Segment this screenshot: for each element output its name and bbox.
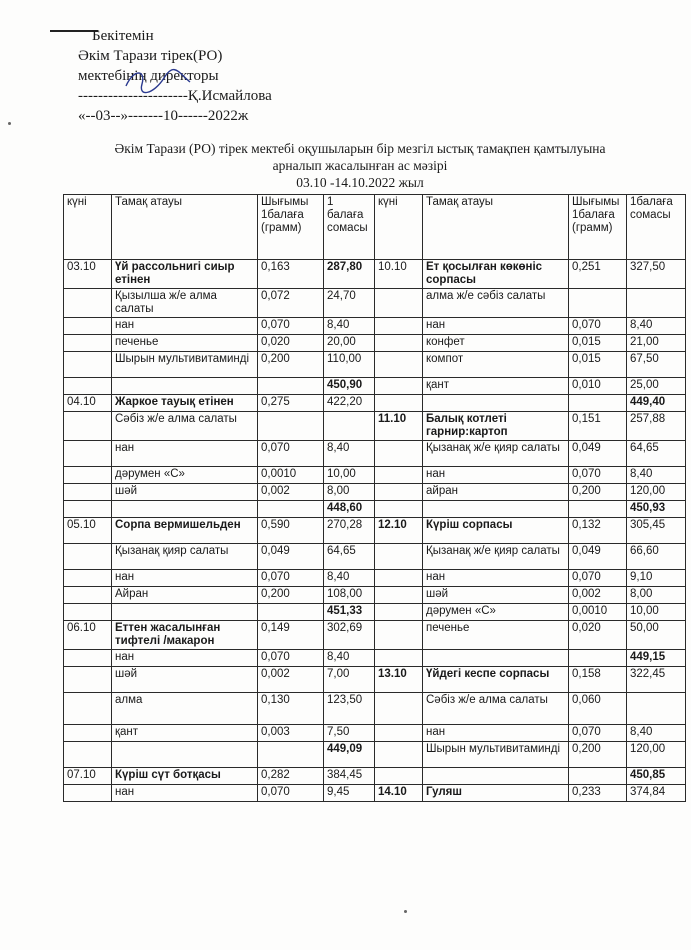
table-cell: 302,69 xyxy=(324,621,375,650)
table-row xyxy=(64,725,686,742)
table-cell xyxy=(375,395,423,412)
table-row xyxy=(64,518,686,544)
table-cell: 0,275 xyxy=(258,395,324,412)
table-cell xyxy=(375,570,423,587)
table-cell: Қызанақ қияр салаты xyxy=(112,544,258,570)
table-cell xyxy=(375,467,423,484)
table-cell xyxy=(569,289,627,318)
table-cell: 0,158 xyxy=(569,667,627,693)
table-cell: Сәбіз ж/е алма салаты xyxy=(423,693,569,725)
table-cell: 305,45 xyxy=(627,518,686,544)
table-cell: дәрумен «С» xyxy=(112,467,258,484)
table-row xyxy=(64,318,686,335)
table-cell xyxy=(423,501,569,518)
table-row xyxy=(64,289,686,318)
table-cell xyxy=(375,441,423,467)
table-row xyxy=(64,587,686,604)
table-cell: 0,049 xyxy=(569,544,627,570)
table-cell: 0,015 xyxy=(569,352,627,378)
table-row xyxy=(64,467,686,484)
approval-line-3: ----------------------Қ.Исмайлова xyxy=(78,88,272,104)
table-cell: нан xyxy=(112,785,258,802)
table-cell xyxy=(64,604,112,621)
table-cell: Күріш сүт ботқасы xyxy=(112,768,258,785)
table-row xyxy=(64,621,686,650)
table-row xyxy=(64,667,686,693)
table-cell: 8,40 xyxy=(324,318,375,335)
table-cell: дәрумен «С» xyxy=(423,604,569,621)
table-cell: Гуляш xyxy=(423,785,569,802)
table-cell: 0,049 xyxy=(258,544,324,570)
table-cell: компот xyxy=(423,352,569,378)
table-cell: 10,00 xyxy=(627,604,686,621)
table-cell: 12.10 xyxy=(375,518,423,544)
table-cell: нан xyxy=(112,570,258,587)
table-cell xyxy=(375,587,423,604)
table-cell xyxy=(375,544,423,570)
table-cell xyxy=(64,742,112,768)
table-cell xyxy=(64,785,112,802)
table-cell: 0,072 xyxy=(258,289,324,318)
table-row xyxy=(64,693,686,725)
title-line-3: 03.10 -14.10.2022 жыл xyxy=(296,175,424,190)
table-row xyxy=(64,570,686,587)
table-cell: 0,163 xyxy=(258,260,324,289)
table-cell: 0,060 xyxy=(569,693,627,725)
title-line-2: арналып жасалынған ас мәзірі xyxy=(272,158,448,173)
table-row xyxy=(64,441,686,467)
table-cell: 0,070 xyxy=(258,650,324,667)
table-cell: 0,070 xyxy=(569,467,627,484)
table-cell: 449,15 xyxy=(627,650,686,667)
table-row xyxy=(64,260,686,289)
table-cell: 67,50 xyxy=(627,352,686,378)
table-cell xyxy=(64,501,112,518)
table-cell: айран xyxy=(423,484,569,501)
table-cell xyxy=(64,484,112,501)
table-cell: Сорпа вермишельден xyxy=(112,518,258,544)
table-cell xyxy=(64,412,112,441)
table-cell: 0,200 xyxy=(569,484,627,501)
table-cell: нан xyxy=(112,650,258,667)
table-cell xyxy=(258,501,324,518)
table-cell xyxy=(375,501,423,518)
table-cell xyxy=(375,768,423,785)
header-cell: 1балаға сомасы xyxy=(627,195,686,260)
table-cell: 450,93 xyxy=(627,501,686,518)
table-cell: 0,070 xyxy=(258,318,324,335)
table-cell: Күріш сорпасы xyxy=(423,518,569,544)
table-cell xyxy=(375,289,423,318)
table-cell xyxy=(64,650,112,667)
table-cell: Балық котлеті гарнир:картоп xyxy=(423,412,569,441)
table-cell: 8,40 xyxy=(627,725,686,742)
table-cell: 0,070 xyxy=(569,570,627,587)
table-cell: алма ж/е сәбіз салаты xyxy=(423,289,569,318)
table-cell: 0,015 xyxy=(569,335,627,352)
table-cell xyxy=(112,604,258,621)
table-cell xyxy=(375,484,423,501)
table-cell xyxy=(569,650,627,667)
table-cell: нан xyxy=(112,318,258,335)
table-cell: 7,00 xyxy=(324,667,375,693)
table-cell: 374,84 xyxy=(627,785,686,802)
table-cell: 108,00 xyxy=(324,587,375,604)
table-body xyxy=(64,260,686,802)
table-cell: 20,00 xyxy=(324,335,375,352)
table-cell xyxy=(324,412,375,441)
table-cell: Шырын мультивитаминді xyxy=(423,742,569,768)
table-cell xyxy=(375,378,423,395)
table-cell: нан xyxy=(423,725,569,742)
table-cell: Шырын мультивитаминді xyxy=(112,352,258,378)
table-cell xyxy=(258,378,324,395)
table-cell: 0,002 xyxy=(258,484,324,501)
table-cell: 0,070 xyxy=(569,318,627,335)
table-cell: Үйдегі кеспе сорпасы xyxy=(423,667,569,693)
table-row xyxy=(64,501,686,518)
table-cell xyxy=(423,768,569,785)
table-row xyxy=(64,742,686,768)
table-cell: 448,60 xyxy=(324,501,375,518)
table-cell xyxy=(64,352,112,378)
table-row xyxy=(64,412,686,441)
table-cell: 451,33 xyxy=(324,604,375,621)
table-cell: 0,0010 xyxy=(569,604,627,621)
table-cell: 24,70 xyxy=(324,289,375,318)
table-cell xyxy=(64,587,112,604)
table-cell: 422,20 xyxy=(324,395,375,412)
table-cell: 64,65 xyxy=(324,544,375,570)
table-cell: 0,070 xyxy=(569,725,627,742)
table-cell xyxy=(423,395,569,412)
table-cell: 0,020 xyxy=(569,621,627,650)
table-cell: печенье xyxy=(423,621,569,650)
table-cell: 50,00 xyxy=(627,621,686,650)
table-cell: 327,50 xyxy=(627,260,686,289)
table-cell: 66,60 xyxy=(627,544,686,570)
table-cell xyxy=(64,378,112,395)
table-cell: 0,590 xyxy=(258,518,324,544)
table-cell: 0,200 xyxy=(569,742,627,768)
table-cell: нан xyxy=(423,467,569,484)
table-cell xyxy=(258,742,324,768)
table-cell: 14.10 xyxy=(375,785,423,802)
table-cell: 270,28 xyxy=(324,518,375,544)
table-cell: 0,132 xyxy=(569,518,627,544)
table-cell: 21,00 xyxy=(627,335,686,352)
table-cell xyxy=(258,412,324,441)
table-cell: 8,40 xyxy=(324,441,375,467)
table-cell xyxy=(375,693,423,725)
header-cell: 1 балаға сомасы xyxy=(324,195,375,260)
table-cell: нан xyxy=(423,570,569,587)
table-cell: 0,282 xyxy=(258,768,324,785)
table-cell: 0,149 xyxy=(258,621,324,650)
table-cell: 0,151 xyxy=(569,412,627,441)
table-cell xyxy=(112,742,258,768)
table-cell xyxy=(375,335,423,352)
table-cell: Айран xyxy=(112,587,258,604)
table-cell: 8,00 xyxy=(324,484,375,501)
table-row xyxy=(64,768,686,785)
table-cell: нан xyxy=(423,318,569,335)
table-cell: 0,200 xyxy=(258,587,324,604)
table-cell: Ет қосылған көкөніс сорпасы xyxy=(423,260,569,289)
table-cell: Қызанақ ж/е қияр салаты xyxy=(423,441,569,467)
table-cell: 0,251 xyxy=(569,260,627,289)
table-cell xyxy=(258,604,324,621)
table-cell: 450,85 xyxy=(627,768,686,785)
table-cell: Үй рассольнигі сиыр етінен xyxy=(112,260,258,289)
table-cell: 0,020 xyxy=(258,335,324,352)
table-cell: печенье xyxy=(112,335,258,352)
scan-speck xyxy=(8,122,11,125)
table-cell: 0,233 xyxy=(569,785,627,802)
table-cell: Жаркое тауық етінен xyxy=(112,395,258,412)
table-cell xyxy=(375,742,423,768)
table-cell: 287,80 xyxy=(324,260,375,289)
table-cell: Еттен жасалынған тифтелі /макарон xyxy=(112,621,258,650)
table-cell: 449,40 xyxy=(627,395,686,412)
table-cell xyxy=(423,650,569,667)
header-cell: Шығымы 1балаға (грамм) xyxy=(258,195,324,260)
table-cell: 120,00 xyxy=(627,484,686,501)
scan-speck xyxy=(404,910,407,913)
table-cell xyxy=(375,352,423,378)
header-cell: Шығымы 1балаға (грамм) xyxy=(569,195,627,260)
table-cell: 257,88 xyxy=(627,412,686,441)
table-cell xyxy=(64,289,112,318)
table-cell xyxy=(64,335,112,352)
table-cell: 9,45 xyxy=(324,785,375,802)
table-cell: қант xyxy=(423,378,569,395)
table-cell xyxy=(627,289,686,318)
table-cell xyxy=(64,725,112,742)
table-cell: 05.10 xyxy=(64,518,112,544)
table-cell: 322,45 xyxy=(627,667,686,693)
table-row xyxy=(64,604,686,621)
table-cell: Қызылша ж/е алма салаты xyxy=(112,289,258,318)
table-cell: конфет xyxy=(423,335,569,352)
table-cell: 450,90 xyxy=(324,378,375,395)
header-cell: Тамақ атауы xyxy=(423,195,569,260)
menu-table xyxy=(63,194,686,802)
table-cell: 10,00 xyxy=(324,467,375,484)
table-cell: 0,070 xyxy=(258,441,324,467)
table-cell xyxy=(64,441,112,467)
table-cell: 03.10 xyxy=(64,260,112,289)
table-cell: 07.10 xyxy=(64,768,112,785)
table-cell: Қызанақ ж/е қияр салаты xyxy=(423,544,569,570)
table-cell: 8,40 xyxy=(627,318,686,335)
table-cell xyxy=(64,667,112,693)
table-cell: 64,65 xyxy=(627,441,686,467)
table-cell: 7,50 xyxy=(324,725,375,742)
table-cell: 8,40 xyxy=(324,650,375,667)
table-cell: 8,40 xyxy=(627,467,686,484)
table-cell: 0,003 xyxy=(258,725,324,742)
table-cell: 8,00 xyxy=(627,587,686,604)
table-cell: 123,50 xyxy=(324,693,375,725)
table-cell: 06.10 xyxy=(64,621,112,650)
table-cell: 449,09 xyxy=(324,742,375,768)
table-cell: 0,070 xyxy=(258,570,324,587)
table-cell: шәй xyxy=(112,484,258,501)
table-cell xyxy=(64,544,112,570)
table-cell xyxy=(64,570,112,587)
table-cell: 8,40 xyxy=(324,570,375,587)
table-row xyxy=(64,544,686,570)
table-cell: 0,002 xyxy=(258,667,324,693)
table-cell: Сәбіз ж/е алма салаты xyxy=(112,412,258,441)
table-cell: 11.10 xyxy=(375,412,423,441)
table-row xyxy=(64,785,686,802)
title-line-1: Әкім Тарази (РО) тірек мектебі оқушыларын бір мезгіл ыстық тамақпен қамтылуына xyxy=(114,141,606,156)
table-cell: 9,10 xyxy=(627,570,686,587)
table-cell: 0,200 xyxy=(258,352,324,378)
table-row xyxy=(64,378,686,395)
table-cell: алма xyxy=(112,693,258,725)
table-cell: қант xyxy=(112,725,258,742)
header-cell: Тамақ атауы xyxy=(112,195,258,260)
table-cell xyxy=(569,768,627,785)
table-row xyxy=(64,484,686,501)
table-cell: 110,00 xyxy=(324,352,375,378)
table-cell xyxy=(569,501,627,518)
table-row xyxy=(64,650,686,667)
table-cell xyxy=(375,621,423,650)
table-cell: 0,130 xyxy=(258,693,324,725)
table-row xyxy=(64,352,686,378)
table-cell xyxy=(375,318,423,335)
approval-line-0: Бекітемін xyxy=(92,28,154,44)
table-cell: 0,002 xyxy=(569,587,627,604)
table-cell: 0,049 xyxy=(569,441,627,467)
header-cell: күні xyxy=(375,195,423,260)
table-cell xyxy=(569,395,627,412)
approval-line-1: Әкім Тарази тірек(РО) xyxy=(78,48,223,64)
table-header-row xyxy=(64,195,686,260)
approval-line-2: мектебінің директоры xyxy=(78,68,219,84)
signature xyxy=(120,64,200,104)
table-cell xyxy=(375,650,423,667)
table-cell: 10.10 xyxy=(375,260,423,289)
table-cell: 0,010 xyxy=(569,378,627,395)
table-cell: 384,45 xyxy=(324,768,375,785)
table-row xyxy=(64,395,686,412)
table-cell xyxy=(64,318,112,335)
header-cell: күні xyxy=(64,195,112,260)
document-title xyxy=(60,140,660,191)
table-cell xyxy=(64,467,112,484)
approval-line-4: «--03--»-------10------2022ж xyxy=(78,108,249,124)
table-cell: 120,00 xyxy=(627,742,686,768)
table-cell xyxy=(627,693,686,725)
table-cell: шәй xyxy=(423,587,569,604)
table-cell: 13.10 xyxy=(375,667,423,693)
table-cell: нан xyxy=(112,441,258,467)
table-cell xyxy=(375,604,423,621)
table-row xyxy=(64,335,686,352)
table-cell xyxy=(64,693,112,725)
table-cell: 0,0010 xyxy=(258,467,324,484)
table-cell: шәй xyxy=(112,667,258,693)
table-cell xyxy=(375,725,423,742)
table-cell xyxy=(112,378,258,395)
table-cell: 0,070 xyxy=(258,785,324,802)
table-cell xyxy=(112,501,258,518)
table-cell: 04.10 xyxy=(64,395,112,412)
table-cell: 25,00 xyxy=(627,378,686,395)
